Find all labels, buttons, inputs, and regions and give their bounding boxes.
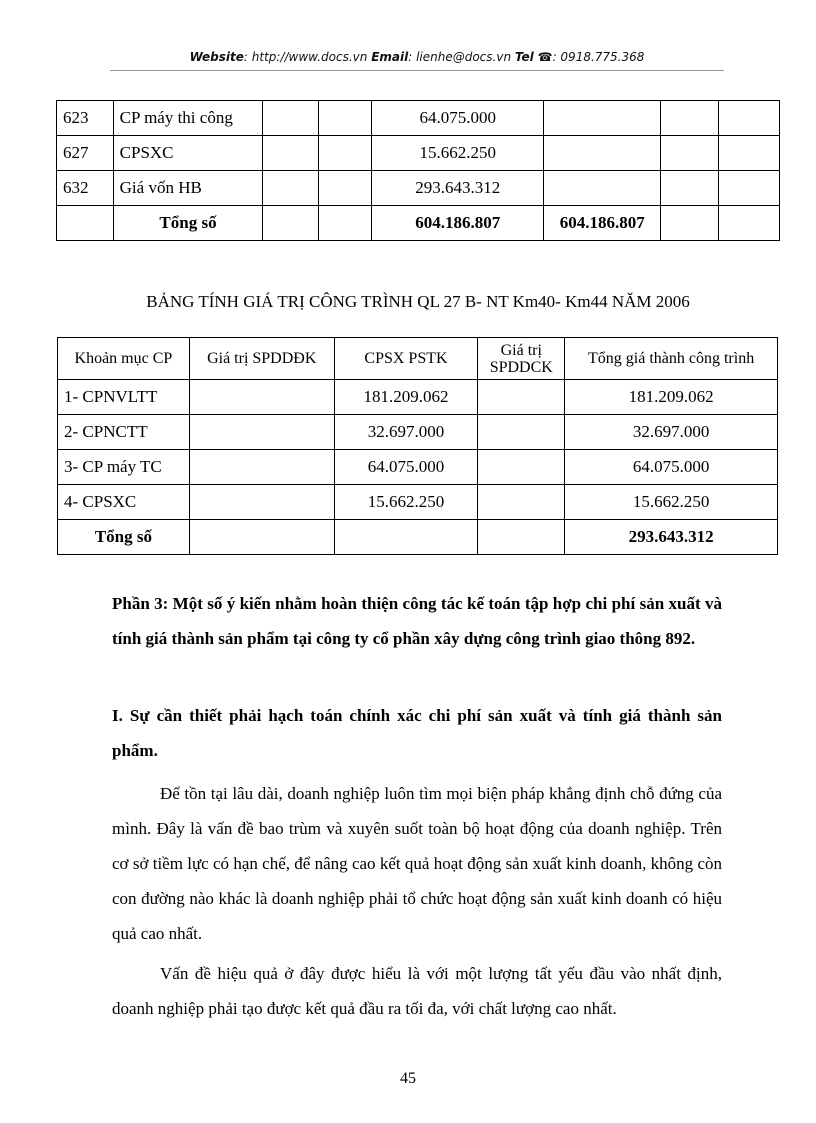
table-row <box>58 450 778 485</box>
column-header: CPSX PSTK <box>334 338 478 380</box>
debit-value: 64.075.000 <box>372 101 544 136</box>
table-row <box>58 415 778 450</box>
table-row <box>57 101 780 136</box>
column-header: Tổng giá thành công trình <box>565 338 778 380</box>
column-header: Khoản mục CP <box>58 338 190 380</box>
cost-item: 1- CPNVLTT <box>58 380 190 415</box>
total-value: 64.075.000 <box>565 450 778 485</box>
total-label: Tổng số <box>58 520 190 555</box>
cost-item: 3- CP máy TC <box>58 450 190 485</box>
incurred-value: 64.075.000 <box>334 450 478 485</box>
opening-value <box>189 380 334 415</box>
tel-label: Tel <box>514 50 534 64</box>
account-code: 632 <box>57 171 114 206</box>
table-title: BẢNG TÍNH GIÁ TRỊ CÔNG TRÌNH QL 27 B- NT Km40- Km44 NĂM 2006 <box>146 292 690 311</box>
account-name: CP máy thi công <box>113 101 263 136</box>
total-debit: 604.186.807 <box>372 206 544 241</box>
column-header: Giá trị SPDDCK <box>478 338 565 380</box>
website-value[interactable]: : http://www.docs.vn <box>243 50 368 64</box>
website-label: Website <box>189 50 244 64</box>
total-label: Tổng số <box>113 206 263 241</box>
credit-value <box>544 171 661 206</box>
paragraph-2: Vấn đề hiệu quả ở đây được hiểu là với một lượng tất yếu đầu vào nhất định, doanh nghiệp phải tạo được kết quả đầu ra tối đa, với chất lượng cao nhất. <box>112 964 722 1018</box>
opening-value <box>189 450 334 485</box>
account-code: 623 <box>57 101 114 136</box>
incurred-value: 181.209.062 <box>334 380 478 415</box>
total-credit: 604.186.807 <box>544 206 661 241</box>
closing-value <box>478 380 565 415</box>
cost-item: 2- CPNCTT <box>58 415 190 450</box>
page-header <box>110 50 724 64</box>
phone-icon: ☎ <box>537 50 553 64</box>
account-name: CPSXC <box>113 136 263 171</box>
closing-value <box>478 450 565 485</box>
credit-value <box>544 136 661 171</box>
project-cost-table <box>57 337 778 555</box>
page-number: 45 <box>400 1070 416 1087</box>
total-value: 181.209.062 <box>565 380 778 415</box>
ledger-table <box>56 100 780 241</box>
opening-value <box>189 485 334 520</box>
part3-heading: Phần 3: Một số ý kiến nhằm hoàn thiện công tác kế toán tập hợp chi phí sản xuất và tính giá thành sản phẩm tại công ty cổ phần xây dựng công trình giao thông 892. <box>112 594 722 648</box>
table-row <box>57 171 780 206</box>
cost-item: 4- CPSXC <box>58 485 190 520</box>
grand-total: 293.643.312 <box>565 520 778 555</box>
account-name: Giá vốn HB <box>113 171 263 206</box>
table-row <box>57 136 780 171</box>
section1-heading: I. Sự cần thiết phải hạch toán chính xác chi phí sản xuất và tính giá thành sản phẩm. <box>112 706 722 760</box>
incurred-value: 15.662.250 <box>334 485 478 520</box>
closing-value <box>478 485 565 520</box>
total-row <box>58 520 778 555</box>
closing-value <box>478 415 565 450</box>
table-header-row <box>58 338 778 380</box>
total-value: 32.697.000 <box>565 415 778 450</box>
opening-value <box>189 415 334 450</box>
column-header: Giá trị SPDDĐK <box>189 338 334 380</box>
debit-value: 293.643.312 <box>372 171 544 206</box>
debit-value: 15.662.250 <box>372 136 544 171</box>
account-code: 627 <box>57 136 114 171</box>
total-value: 15.662.250 <box>565 485 778 520</box>
email-label: Email <box>371 50 409 64</box>
tel-value: : 0918.775.368 <box>552 50 645 64</box>
email-value[interactable]: : lienhe@docs.vn <box>408 50 512 64</box>
table-row <box>58 485 778 520</box>
total-row <box>57 206 780 241</box>
paragraph-1: Để tồn tại lâu dài, doanh nghiệp luôn tìm mọi biện pháp khẳng định chỗ đứng của mình. Đây là vấn đề bao trùm và xuyên suốt toàn bộ hoạt động của doanh nghiệp. Trên cơ sở tiềm lực có hạn chế, để nâng cao kết quả hoạt động sản xuất kinh doanh, không còn con đường nào khác là doanh nghiệp phải tổ chức hoạt động sản xuất kinh doanh có hiệu quả cao nhất. <box>112 784 722 943</box>
table-row <box>58 380 778 415</box>
header-divider <box>110 70 724 71</box>
credit-value <box>544 101 661 136</box>
incurred-value: 32.697.000 <box>334 415 478 450</box>
